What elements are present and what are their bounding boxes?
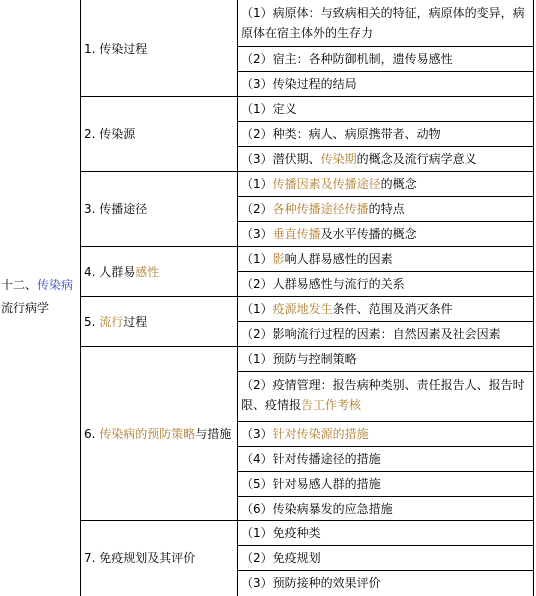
list-item: （1）影响人群易感性的因素 xyxy=(241,252,393,266)
topic-label: 3. 传播途径 xyxy=(84,202,148,216)
list-item: （2）宿主：各种防御机制，遗传易感性 xyxy=(241,52,453,66)
list-item: （6）传染病暴发的应急措施 xyxy=(241,502,393,516)
section-prefix: 十二、 xyxy=(1,278,38,292)
list-item: （1）病原体：与致病相关的特征，病原体的变异，病原体在宿主体外的生存力 xyxy=(241,6,525,40)
group-divider xyxy=(80,296,534,297)
list-item: （2）人群易感性与流行的关系 xyxy=(241,277,405,291)
column-divider-2 xyxy=(237,0,238,596)
table-right-border xyxy=(533,0,534,596)
list-item: （3）传染过程的结局 xyxy=(241,77,357,91)
row-divider xyxy=(237,321,534,322)
list-item: （1）免疫种类 xyxy=(241,526,321,540)
list-item: （1）预防与控制策略 xyxy=(241,352,357,366)
list-item: （2）免疫规划 xyxy=(241,551,321,565)
list-item: （5）针对易感人群的措施 xyxy=(241,477,381,491)
topic-label: 4. 人群易感性 xyxy=(84,265,160,279)
row-divider xyxy=(237,46,534,47)
row-divider xyxy=(237,121,534,122)
list-item: （3）潜伏期、传染期的概念及流行病学意义 xyxy=(241,152,477,166)
list-item: （1）传播因素及传播途径的概念 xyxy=(241,177,417,191)
section-highlight: 传染病 xyxy=(37,278,74,292)
list-item: （3）垂直传播及水平传播的概念 xyxy=(241,227,417,241)
row-divider xyxy=(237,221,534,222)
row-divider xyxy=(237,146,534,147)
topic-label: 6. 传染病的预防策略与措施 xyxy=(84,427,232,441)
list-item: （2）各种传播途径传播的特点 xyxy=(241,202,405,216)
list-item: （3）针对传染源的措施 xyxy=(241,427,369,441)
row-divider xyxy=(237,371,534,372)
topic-label: 5. 流行过程 xyxy=(84,315,148,329)
list-item: （2）种类：病人、病原携带者、动物 xyxy=(241,127,441,141)
row-divider xyxy=(237,545,534,546)
group-divider xyxy=(80,171,534,172)
column-divider-1 xyxy=(80,0,81,596)
list-item: （3）预防接种的效果评价 xyxy=(241,576,381,590)
group-divider xyxy=(80,96,534,97)
row-divider xyxy=(237,421,534,422)
section-title xyxy=(1,278,73,292)
group-divider xyxy=(80,520,534,521)
list-item: （1）定义 xyxy=(241,102,297,116)
list-item: （4）针对传播途径的措施 xyxy=(241,452,381,466)
row-divider xyxy=(237,496,534,497)
row-divider xyxy=(237,570,534,571)
row-divider xyxy=(237,271,534,272)
list-item: （2）影响流行过程的因素：自然因素及社会因素 xyxy=(241,327,501,341)
topic-label: 1. 传染过程 xyxy=(84,42,148,56)
row-divider xyxy=(237,471,534,472)
list-item: （1）疫源地发生条件、范围及消灭条件 xyxy=(241,302,453,316)
topic-label: 7. 免疫规划及其评价 xyxy=(84,551,196,565)
group-divider xyxy=(80,246,534,247)
section-subtitle: 流行病学 xyxy=(1,301,50,315)
group-divider xyxy=(80,346,534,347)
row-divider xyxy=(237,196,534,197)
row-divider xyxy=(237,71,534,72)
list-item: （2）疫情管理：报告病种类别、责任报告人、报告时限、疫情报告工作考核 xyxy=(241,378,525,412)
row-divider xyxy=(237,446,534,447)
topic-label: 2. 传染源 xyxy=(84,127,136,141)
